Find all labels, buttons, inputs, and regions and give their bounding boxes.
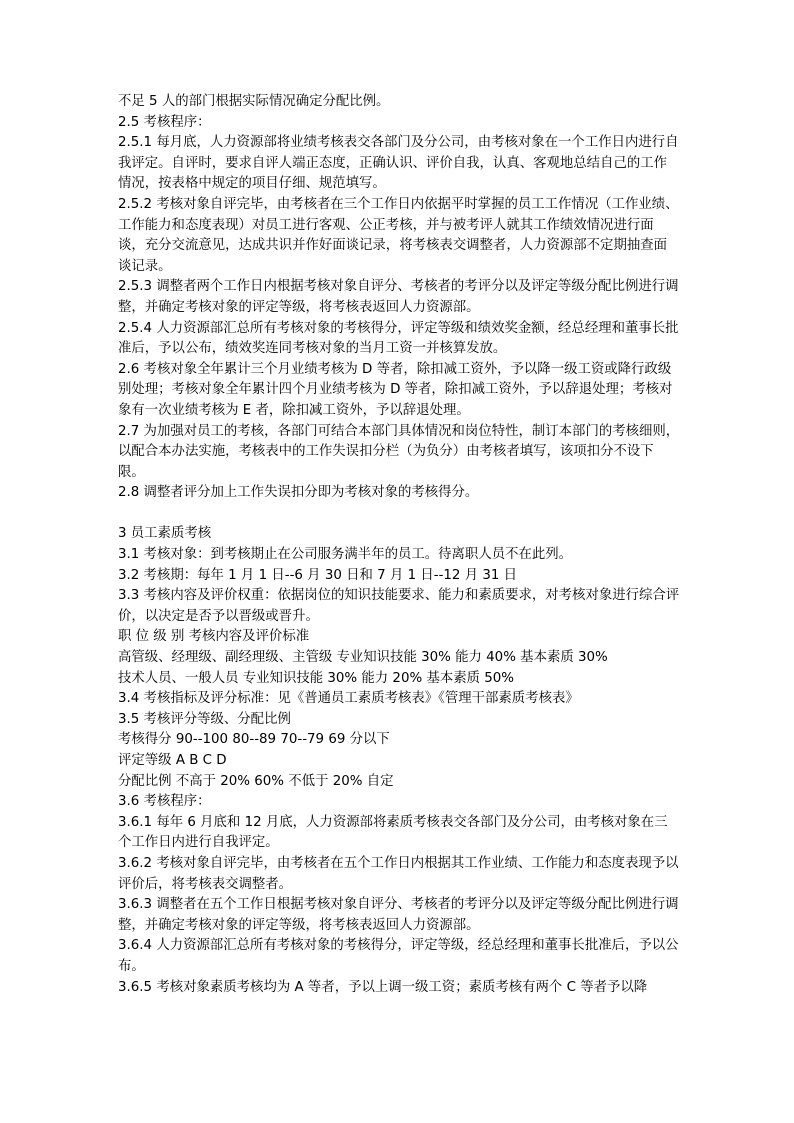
paragraph-allocation-note: 不足 5 人的部门根据实际情况确定分配比例。 bbox=[118, 94, 390, 109]
grade-line: 评定等级 A B C D bbox=[118, 753, 227, 768]
paragraph-2-5-3: 2.5.3 调整者两个工作日内根据考核对象自评分、考核者的考评分以及评定等级分配比例进行调整，并确定考核对象的评定等级，将考核表返回人力资源部。 bbox=[118, 279, 679, 315]
paragraph-2-5-4: 2.5.4 人力资源部汇总所有考核对象的考核得分，评定等级和绩效奖金额，经总经理和董事长批准后，予以公布，绩效奖连同考核对象的当月工资一并核算发放。 bbox=[118, 320, 679, 357]
allocation-ratio-line: 分配比例 不高于 20% 60% 不低于 20% 自定 bbox=[118, 773, 394, 789]
paragraph-3-6-4: 3.6.4 人力资源部汇总所有考核对象的考核得分，评定等级，经总经理和董事长批准后，予以公布。 bbox=[118, 938, 679, 974]
paragraph-3-6-3: 3.6.3 调整者在五个工作日根据考核对象自评分、考核者的考评分以及评定等级分配比例进行调整，并确定考核对象的评定等级，将考核表返回人力资源部。 bbox=[118, 897, 679, 933]
table-row-staff: 技术人员、一般人员 专业知识技能 30% 能力 20% 基本素质 50% bbox=[118, 670, 515, 686]
paragraph-2-8: 2.8 调整者评分加上工作失误扣分即为考核对象的考核得分。 bbox=[118, 485, 479, 501]
heading-3-6: 3.6 考核程序： bbox=[118, 794, 211, 810]
score-range-line: 考核得分 90--100 80--89 70--79 69 分以下 bbox=[118, 732, 390, 748]
document-page bbox=[118, 92, 680, 998]
heading-2-5: 2.5 考核程序： bbox=[118, 114, 211, 130]
paragraph-3-5: 3.5 考核评分等级、分配比例 bbox=[118, 711, 291, 727]
paragraph-3-3: 3.3 考核内容及评价权重：依据岗位的知识技能要求、能力和素质要求，对考核对象进行综合评价，以决定是否予以晋级或晋升。 bbox=[118, 588, 680, 624]
paragraph-3-6-5: 3.6.5 考核对象素质考核均为 A 等者，予以上调一级工资；素质考核有两个 C 等者予以降 bbox=[118, 979, 648, 995]
paragraph-3-6-1: 3.6.1 每年 6 月底和 12 月底，人力资源部将素质考核表交各部门及分公司，由考核对象在三个工作日内进行自我评定。 bbox=[118, 814, 668, 851]
section-heading-3: 3 员工素质考核 bbox=[118, 526, 212, 542]
blank-line bbox=[118, 504, 680, 525]
table-row-management: 高管级、经理级、副经理级、主管级 专业知识技能 30% 能力 40% 基本素质 30% bbox=[118, 650, 608, 666]
paragraph-2-6: 2.6 考核对象全年累计三个月业绩考核为 D 等者，除扣减工资外，予以降一级工资或降行政级别处理；考核对象全年累计四个月业绩考核为 D 等者，除扣减工资外，予以辞退处理；考核对象有一次业绩考核为 E 者，除扣减工资外，予以辞退处理。 bbox=[118, 361, 673, 418]
paragraph-3-1: 3.1 考核对象：到考核期止在公司服务满半年的员工。待离职人员不在此列。 bbox=[118, 547, 573, 563]
paragraph-2-5-1: 2.5.1 每月底，人力资源部将业绩考核表交各部门及分公司，由考核对象在一个工作日内进行自我评定。自评时，要求自评人端正态度，正确认识、评价自我，认真、客观地总结自己的工作情况，按表格中规定的项目仔细、规范填写。 bbox=[118, 135, 679, 192]
paragraph-3-4: 3.4 考核指标及评分标准：见《普通员工素质考核表》《管理干部素质考核表》 bbox=[118, 691, 579, 707]
paragraph-3-2: 3.2 考核期：每年 1 月 1 日--6 月 30 日和 7 月 1 日--12 月 31 日 bbox=[118, 567, 518, 583]
paragraph-3-6-2: 3.6.2 考核对象自评完毕，由考核者在五个工作日内根据其工作业绩、工作能力和态度表现予以评价后，将考核表交调整者。 bbox=[118, 855, 679, 892]
table-header-line: 职 位 级 别 考核内容及评价标准 bbox=[118, 629, 310, 645]
paragraph-2-5-2: 2.5.2 考核对象自评完毕，由考核者在三个工作日内依据平时掌握的员工工作情况（工作业绩、工作能力和态度表现）对员工进行客观、公正考核，并与被考评人就其工作绩效情况进行面谈，充分交流意见，达成共识并作好面谈记录，将考核表交调整者，人力资源部不定期抽查面谈记录。 bbox=[118, 196, 679, 274]
paragraph-2-7: 2.7 为加强对员工的考核，各部门可结合本部门具体情况和岗位特性，制订本部门的考核细则，以配合本办法实施，考核表中的工作失误扣分栏（为负分）由考核者填写，该项扣分不设下限。 bbox=[118, 423, 680, 480]
